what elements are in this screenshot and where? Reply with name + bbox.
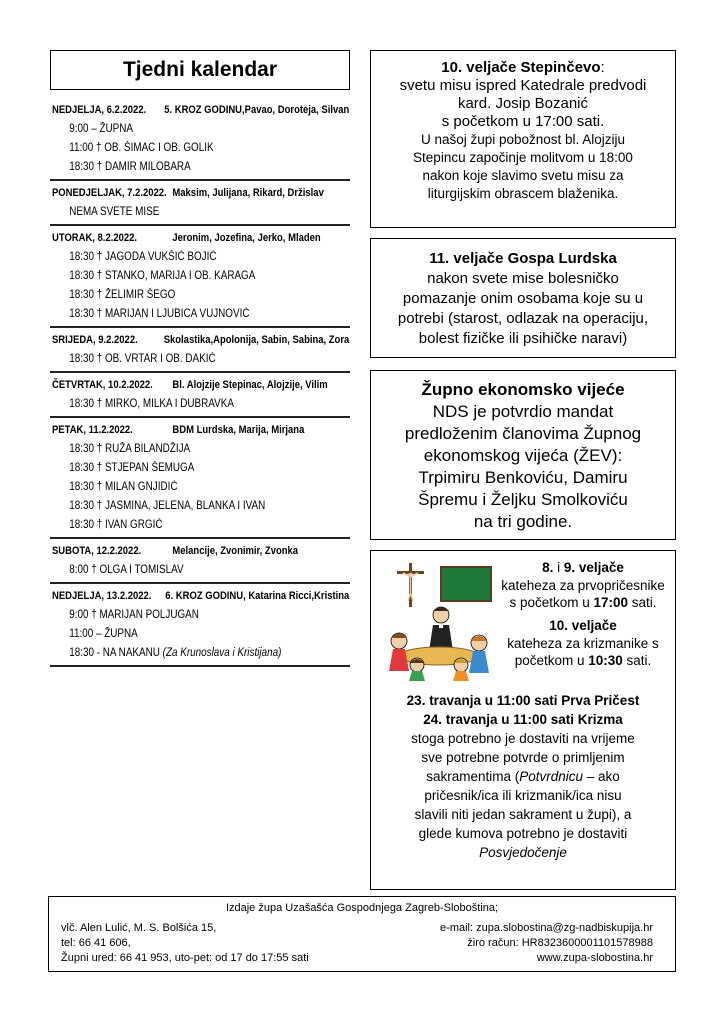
day-saints: BDM Lurdska, Marija, Mirjana [172,424,305,436]
day-saints: 6. KROZ GODINU, Katarina Ricci,Kristina [165,590,350,602]
sacrament-note-line: Posvjedočenje [479,845,567,860]
weekly-calendar [50,50,350,667]
confirmation-catechesis-date: 10. veljače [549,618,617,633]
council-line: na tri godine. [473,512,573,531]
publisher-footer [48,896,676,972]
calendar-day [50,226,350,328]
stepinac-line: kard. Josip Bozanić [457,95,589,112]
calendar-title: Tjedni kalendar [50,50,350,90]
stepinac-detail: U našoj župi pobožnost bl. Alojziju [420,132,626,147]
day-saints: Maksim, Julijana, Rikard, Držislav [172,187,324,199]
first-communion-catechesis-dates: 8. i 9. veljače [542,560,624,575]
day-header [52,545,349,557]
confirmation-date: 24. travanja u 11:00 sati Krizma [423,712,623,727]
day-date: PETAK, 11.2.2022. [52,424,133,436]
catechesis-line: kateheza za krizmanike s [507,636,659,651]
day-header [52,424,349,436]
day-header [52,590,349,602]
day-header [52,334,349,346]
catechesis-line: početkom u 10:30 sati. [514,653,652,668]
stepinac-title: 10. veljače Stepinčevo: [441,59,605,76]
email-link[interactable]: e-mail: zupa.slobostina@zg-nadbiskupija.hr [440,922,653,934]
lurdska-notice [370,238,676,358]
calendar-day [50,98,350,181]
calendar-day [50,328,350,373]
stepinac-detail: nakon koje slavimo svetu misu za [422,168,624,183]
mass-intention: 18:30 - NA NAKANU (Za Krunoslava i Kristijana) [69,647,282,659]
mass-intention: 18:30 † MILAN GNJIDIĆ [69,481,178,493]
calendar-day [50,539,350,584]
calendar-day [50,373,350,418]
bank-account: žiro račun: HR8323600001101578988 [467,937,653,949]
calendar-day [50,584,350,667]
day-date: ČETVRTAK, 10.2.2022. [52,379,153,391]
day-date: NEDJELJA, 13.2.2022. [52,590,152,602]
stepinac-detail: Stepincu započinje molitvom u 18:00 [413,150,633,165]
lurdska-line: bolest fizičke ili psihičke naravi) [418,330,628,347]
council-line: NDS je potvrdio mandat [432,402,614,421]
intention-note: (Za Krunoslava i Kristijana) [162,647,282,659]
mass-intention: NEMA SVETE MISE [69,206,160,218]
catechesis-illustration-icon [383,561,495,681]
day-saints: Jeronim, Jozefina, Jerko, Mladen [172,232,321,244]
phone: tel: 66 41 606, [61,937,131,949]
day-date: SRIJEDA, 9.2.2022. [52,334,138,346]
day-saints: 5. KROZ GODINU,Pavao, Doroteja, Silvan [164,104,350,116]
day-date: NEDJELJA, 6.2.2022. [52,104,147,116]
day-date: PONEDJELJAK, 7.2.2022. [52,187,167,199]
lurdska-line: nakon svete mise bolesničko [427,270,619,287]
publisher-line: Izdaje župa Uzašašća Gospodnjega Zagreb-Sloboština; [225,902,499,914]
first-communion-date: 23. travanja u 11:00 sati Prva Pričest [406,693,640,708]
mass-intention: 8:00 † OLGA I TOMISLAV [69,564,184,576]
day-saints: Bl. Alojzije Stepinac, Alojzije, Vilim [172,379,328,391]
mass-intention: 9:00 † MARIJAN POLJUGAN [69,609,199,621]
mass-intention: 18:30 † JAGODA VUKŠIĆ BOJIĆ [69,251,217,263]
day-header [52,104,349,116]
sacrament-note-line: sakramentima (Potvrdnicu – ako [426,769,620,784]
council-line: ekonomskog vijeća (ŽEV): [423,446,623,465]
council-line: predloženim članovima Župnog [404,424,642,443]
catechesis-line: s početkom u 17:00 sati. [509,595,657,610]
day-date: UTORAK, 8.2.2022. [52,232,138,244]
lurdska-title: 11. veljače Gospa Lurdska [429,250,617,267]
priest-address: vlč. Alen Lulić, M. S. Bolšića 15, [61,922,217,934]
mass-intention: 18:30 † RUŽA BILANDŽIJA [69,443,191,455]
council-notice [370,370,676,540]
mass-intention: 18:30 † IVAN GRGIĆ [69,519,163,531]
mass-intention: 18:30 † DAMIR MILOBARA [69,161,191,173]
day-header [52,187,349,199]
sacrament-note-line: glede kumova potrebno je dostaviti [418,826,628,841]
calendar-day [50,181,350,226]
day-header [52,232,349,244]
mass-intention: 11:00 † OB. ŠIMAC I OB. GOLIK [69,142,214,154]
stepinac-line: s početkom u 17:00 sati. [441,113,605,130]
calendar-day [50,418,350,539]
day-saints: Melancije, Zvonimir, Zvonka [172,545,299,557]
sacrament-note-line: pričesnik/ica ili krizmanik/ica nisu [424,788,622,803]
mass-intention: 18:30 † MIRKO, MILKA I DUBRAVKA [69,398,234,410]
mass-intention: 18:30 † MARIJAN I LJUBICA VUJNOVIĆ [69,308,250,320]
council-line: Trpimiru Benkoviću, Damiru [418,468,628,487]
office-hours: Župni ured: 66 41 953, uto-pet: od 17 do 17:55 sati [61,952,309,964]
lurdska-line: pomazanje onim osobama koje su u [402,290,644,307]
council-line: Špremu i Željku Smolkoviću [418,490,628,509]
mass-intention: 9:00 – ŽUPNA [69,123,133,135]
catechesis-line: kateheza za prvopričesnike [501,578,665,593]
day-header [52,379,349,391]
sacrament-note-line: stoga potrebno je dostaviti na vrijeme [411,731,635,746]
mass-intention: 18:30 † STJEPAN ŠEMUGA [69,462,195,474]
stepinac-line: svetu misu ispred Katedrale predvodi [399,77,647,94]
sacrament-note-line: slavili niti jedan sakrament u župi), a [414,807,632,822]
stepinac-detail: liturgijskim obrascem blaženika. [427,186,619,201]
day-date: SUBOTA, 12.2.2022. [52,545,142,557]
stepinac-notice [370,50,676,228]
day-saints: Skolastika,Apolonija, Sabin, Sabina, Zora [163,334,350,346]
catechesis-schedule [495,559,671,669]
mass-intention: 18:30 † ŽELIMIR ŠEGO [69,289,176,301]
council-title: Župno ekonomsko vijeće [421,380,625,399]
website-link[interactable]: www.zupa-slobostina.hr [536,952,653,964]
mass-intention: 18:30 † JASMINA, JELENA, BLANKA I IVAN [69,500,266,512]
mass-intention: 18:30 † OB. VRTAR I OB. DAKIĆ [69,353,216,365]
mass-intention: 18:30 † STANKO, MARIJA I OB. KARAGA [69,270,256,282]
mass-intention: 11:00 – ŽUPNA [69,628,138,640]
lurdska-line: potrebi (starost, odlazak na operaciju, [397,310,649,327]
catechesis-notice [370,550,676,890]
calendar-list [50,98,350,667]
sacrament-note-line: sve potrebne potvrde o primljenim [421,750,625,765]
